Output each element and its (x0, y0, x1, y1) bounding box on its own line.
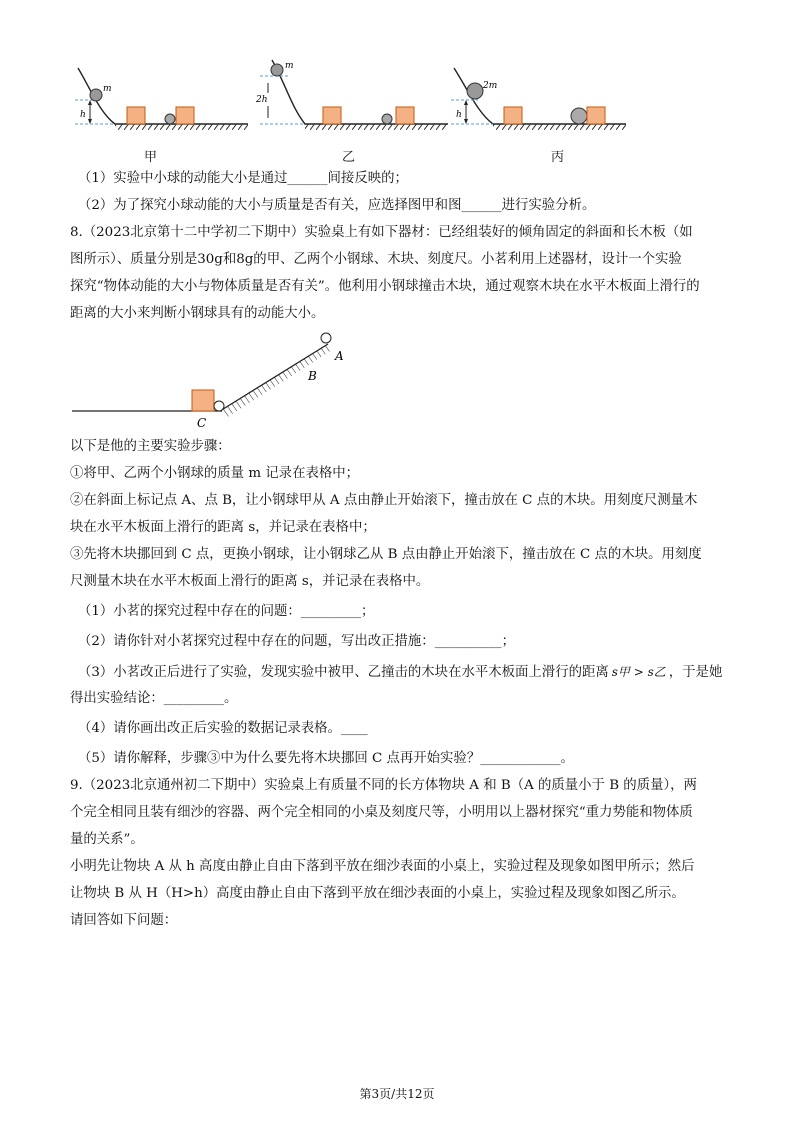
figure-label-jia: 甲 (144, 150, 158, 165)
q7-sub1: （1）实验中小球的动能大小是通过______间接反映的； (78, 171, 408, 186)
q8-sub3-tail: ，于是她 (668, 665, 723, 680)
q8-step3-line2: 尺测量木块在水平木板面上滑行的距离 s，并记录在表格中。 (70, 574, 430, 589)
q8-intro-2: 图所示）、质量分别是30g和8g的甲、乙两个小钢球、木块、刻度尺。小茗利用上述器材，设计一个实验 (70, 252, 682, 267)
q8-step1: ①将甲、乙两个小钢球的质量 m 记录在表格中； (70, 466, 360, 481)
figure-top-yi (250, 58, 450, 133)
q9-line3: 量的关系”。 (70, 832, 144, 847)
q8-sub3-text: （3）小茗改正后进行了实验，发现实验中被甲、乙撞击的木块在水平木板面上滑行的距离 (78, 665, 609, 680)
figure-top-jia (70, 58, 250, 133)
q8-sub5: （5）请你解释，步骤③中为什么要先将木块挪回 C 点再开始实验？____________。 (78, 751, 574, 766)
m-label: m (285, 61, 294, 71)
point-c-label: C (197, 416, 207, 430)
page-number: 第3页/共12页 (359, 1087, 435, 1101)
q8-sub2: （2）请你针对小茗探究过程中存在的问题，写出改正措施：__________； (78, 634, 516, 649)
q8-steps-intro: 以下是他的主要实验步骤： (70, 439, 231, 454)
figure-label-bing: 丙 (551, 150, 565, 165)
figure-q8-incline (70, 330, 360, 430)
h-label: h (80, 110, 86, 120)
q7-sub2: （2）为了探究小球动能的大小与质量是否有关，应选择图甲和图______进行实验分析。 (78, 198, 596, 213)
h-label: h (456, 110, 462, 120)
point-a-label: A (335, 349, 344, 363)
q8-step3-line1: ③先将木块挪回到 C 点，更换小钢球，让小钢球乙从 B 点由静止开始滚下，撞击放在 C 点的木块。用刻度 (70, 547, 702, 562)
m-label: m (103, 84, 112, 94)
q9-line2: 个完全相同且装有细沙的容器、两个完全相同的小桌及刻度尺等，小明用以上器材探究“重力势能和物体质 (70, 805, 693, 820)
q8-step2-line2: 块在水平木板面上滑行的距离 s，并记录在表格中； (70, 520, 376, 535)
q8-sub3-formula: s甲 > s乙 (611, 665, 666, 679)
q8-sub1: （1）小茗的探究过程中存在的问题：_________； (78, 604, 375, 619)
q8-intro-1: 8.（2023北京第十二中学初二下期中）实验桌上有如下器材：已经组装好的倾角固定的斜面和长木板（如 (70, 225, 693, 240)
q8-sub4: （4）请你画出改正后实验的数据记录表格。____ (78, 721, 368, 736)
q9-line4: 小明先让物块 A 从 h 高度由静止自由下落到平放在细沙表面的小桌上，实验过程及现象如图甲所示；然后 (70, 859, 695, 874)
2m-label: 2m (483, 81, 498, 91)
q9-line5: 让物块 B 从 H（H>h）高度由静止自由下落到平放在细沙表面的小桌上，实验过程及现象如图乙所示。 (70, 886, 685, 901)
q8-sub3-line1 (78, 663, 722, 682)
q9-line1: 9.（2023北京通州初二下期中）实验桌上有质量不同的长方体物块 A 和 B（A 的质量小于 B 的质量），两 (70, 778, 697, 793)
2h-label: 2h (256, 95, 268, 105)
q8-intro-3: 探究“物体动能的大小与物体质量是否有关”。他利用小钢球撞击木块，通过观察木块在水平木板面上滑行的 (70, 279, 700, 294)
point-b-label: B (308, 369, 317, 383)
q8-intro-4: 距离的大小来判断小钢球具有的动能大小。 (70, 306, 325, 321)
q9-line6: 请回答如下问题： (70, 913, 178, 928)
q8-sub3-line2: 得出实验结论：_________。 (70, 691, 238, 706)
q8-step2-line1: ②在斜面上标记点 A、点 B，让小钢球甲从 A 点由静止开始滚下，撞击放在 C 点的木块。用刻度尺测量木 (70, 493, 698, 508)
figure-label-yi: 乙 (342, 150, 356, 165)
figure-top-bing (448, 58, 628, 133)
